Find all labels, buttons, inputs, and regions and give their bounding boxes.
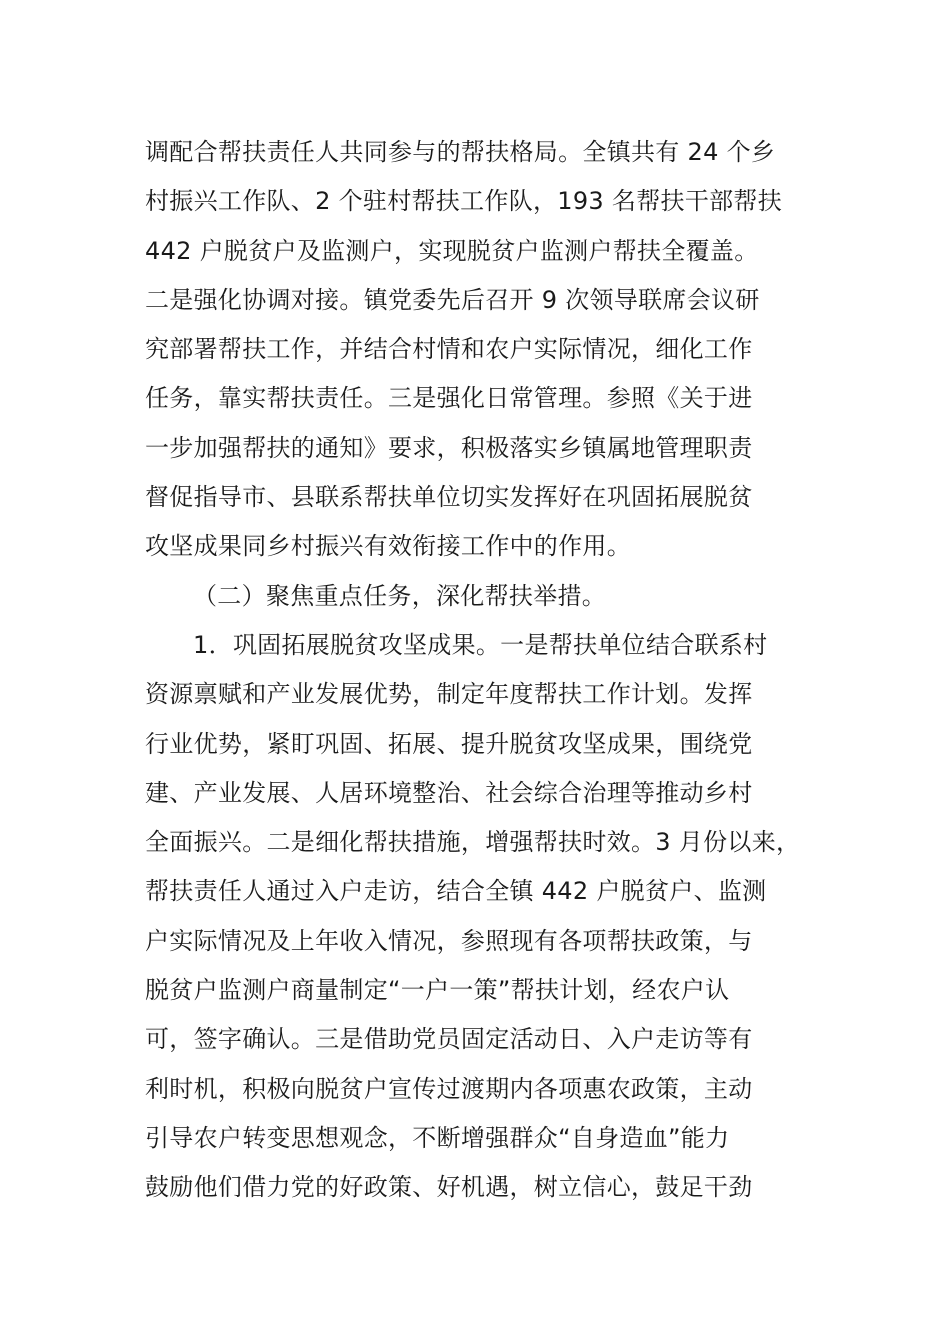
text-line: 鼓励他们借力党的好政策、好机遇，树立信心，鼓足干劲 [145,1173,753,1202]
text-line: 引导农户转变思想观念，不断增强群众“自身造血”能力 [145,1123,730,1152]
text-line: 脱贫户监测户商量制定“一户一策”帮扶计划，经农户认 [145,976,730,1005]
subsection-heading-line: 1．巩固拓展脱贫攻坚成果。一是帮扶单位结合联系村 [193,630,768,659]
section-heading: （二）聚焦重点任务，深化帮扶举措。 [193,581,607,610]
text-line: 究部署帮扶工作，并结合村情和农户实际情况，细化工作 [145,335,753,364]
text-line: 可，签字确认。三是借助党员固定活动日、入户走访等有 [145,1025,753,1054]
text-line: 一步加强帮扶的通知》要求，积极落实乡镇属地管理职责 [145,433,753,462]
text-line: 442 户脱贫户及监测户，实现脱贫户监测户帮扶全覆盖。 [145,236,759,265]
text-line: 村振兴工作队、2 个驻村帮扶工作队，193 名帮扶干部帮扶 [145,187,783,216]
text-line: 建、产业发展、人居环境整治、社会综合治理等推动乡村 [145,778,753,807]
text-line: 利时机，积极向脱贫户宣传过渡期内各项惠农政策，主动 [145,1074,753,1103]
text-line: 攻坚成果同乡村振兴有效衔接工作中的作用。 [145,532,631,561]
text-line: 资源禀赋和产业发展优势，制定年度帮扶工作计划。发挥 [145,680,753,709]
text-line: 调配合帮扶责任人共同参与的帮扶格局。全镇共有 24 个乡 [145,138,776,166]
body-text [145,128,815,1213]
text-line: 行业优势，紧盯巩固、拓展、提升脱贫攻坚成果，围绕党 [145,729,753,758]
text-line: 全面振兴。二是细化帮扶措施，增强帮扶时效。3 月份以来， [145,828,801,857]
text-line: 任务，靠实帮扶责任。三是强化日常管理。参照《关于进 [145,384,753,413]
text-line: 帮扶责任人通过入户走访，结合全镇 442 户脱贫户、监测 [145,877,767,906]
text-line: 二是强化协调对接。镇党委先后召开 9 次领导联席会议研 [145,285,760,314]
text-line: 督促指导市、县联系帮扶单位切实发挥好在巩固拓展脱贫 [145,483,753,512]
text-line: 户实际情况及上年收入情况，参照现有各项帮扶政策，与 [145,926,753,955]
